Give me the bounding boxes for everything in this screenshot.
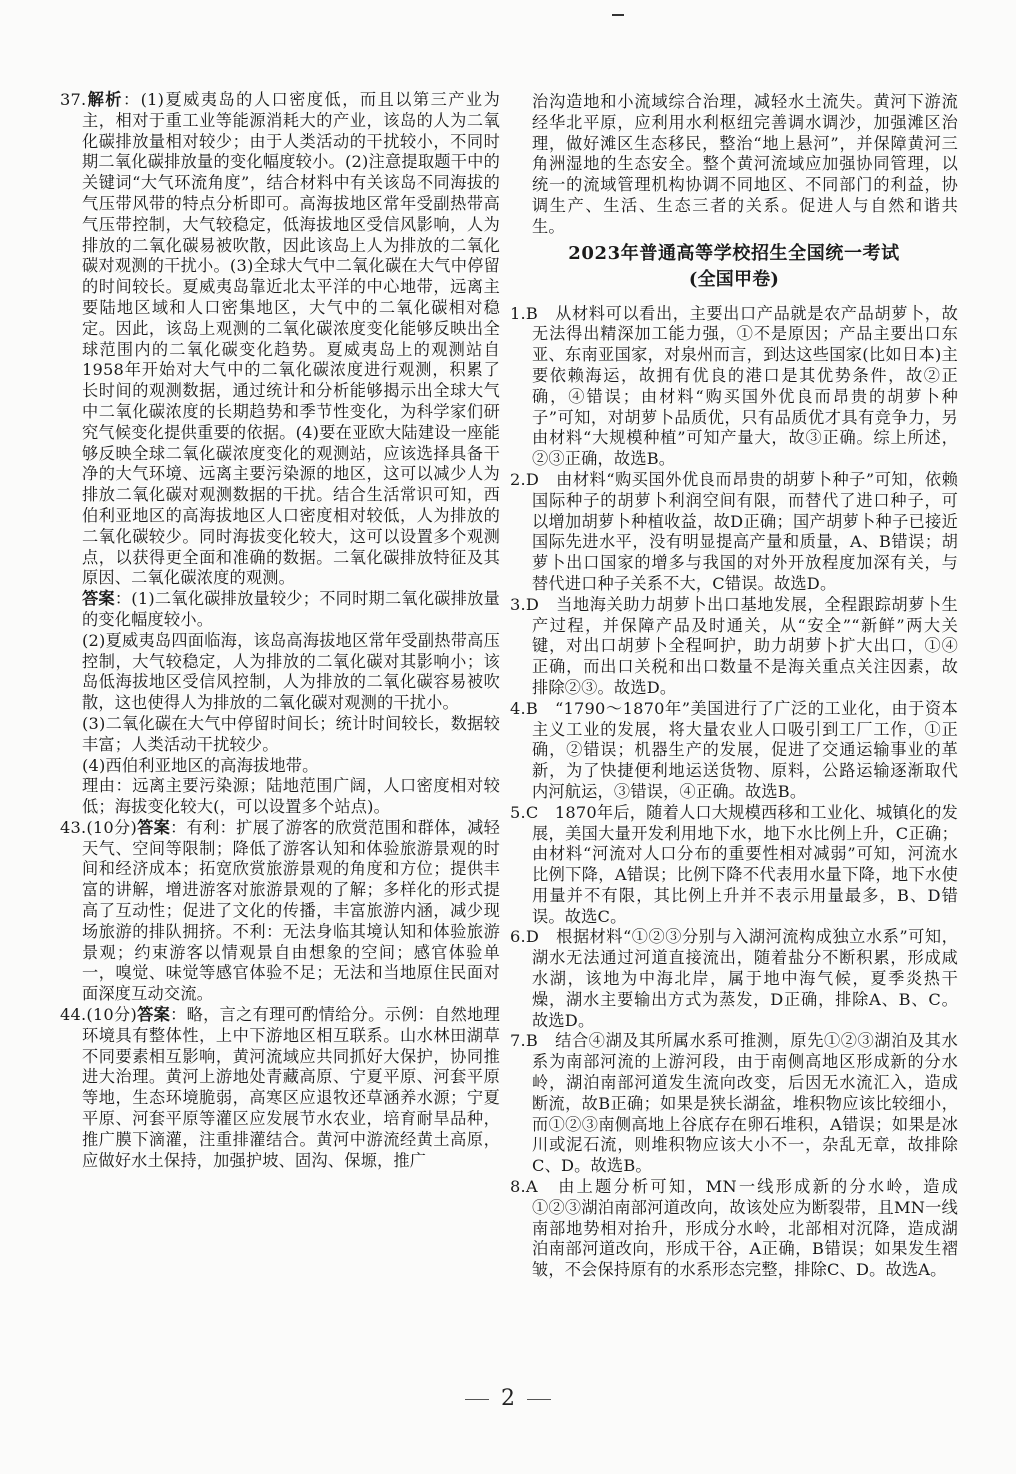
item-text: 当地海关助力胡萝卜出口基地发展，全程跟踪胡萝卜生产过程，并保障产品及时通关，从“安全”“新鲜”两大关键，对出口胡萝卜全程呵护，助力胡萝卜扩大出口，①④正确，而出口关税和出口数量不是海关重点关注因素，故排除②③。故选D。 (532, 594, 958, 697)
q44-answer-label: 答案 (137, 1005, 171, 1025)
item-label: 6.D (510, 927, 540, 947)
q44-text: ：略，言之有理可酌情给分。示例：自然地理环境具有整体性，上中下游地区相互联系。山水林田湖草不同要素相互影响，黄河流域应共同抓好大保护，协同推进大治理。黄河上游地处青藏高原、宁夏平原、河套平原等地，生态环境脆弱，高寒区应退牧还草涵养水源；宁夏平原、河套平原等灌区应发展节水农业，培育耐旱品种，推广膜下滴灌，注重排灌结合。黄河中游流经黄土高原，应做好水土保持，加强护坡、固沟、保塬，推广 (82, 1005, 501, 1170)
answer-label: 答案 (82, 589, 115, 609)
exam-title: 2023年普通高等学校招生全国统一考试 (568, 242, 900, 264)
q44-continuation: 治沟造地和小流域综合治理，减轻水土流失。黄河下游流经华北平原，应利用水利枢纽完善调水调沙，加强滩区治理，做好滩区生态移民，整治“地上悬河”，并保障黄河三角洲湿地的生态安全。整个黄河流域应加强协同管理，以统一的流域管理机构协调不同地区、不同部门的利益，协调生产、生活、生态三者的关系。促进人与自然和谐共生。 (532, 92, 958, 236)
item-label: 8.A (510, 1177, 538, 1197)
list-item (510, 1031, 958, 1177)
q43-label: 43. (60, 817, 87, 837)
q44-score: (10分) (86, 1005, 137, 1025)
q37-analysis (60, 90, 500, 589)
item-text: 根据材料“①②③分别与入湖河流构成独立水系”可知，湖水无法通过河道直接流出，随着盐分不断积累，形成咸水湖，该地为中海北岸，属于地中海气候，夏季炎热干燥，湖水主要输出方式为蒸发，D正确，排除A、B、C。故选D。 (532, 927, 958, 1030)
page-number-dash-left (465, 1399, 489, 1400)
item-label: 7.B (510, 1031, 538, 1051)
q43-score: (10分) (86, 817, 137, 837)
item-text: 由上题分析可知，MN一线形成新的分水岭，造成①②③湖泊南部河道改向，故该处应为断裂带，且MN一线南部地势相对抬升，形成分水岭，北部相对沉降，造成湖泊南部河道改向，形成干谷，A正确，B错误；如果发生褶皱，不会保持原有的水系形态完整，排除C、D。故选A。 (532, 1177, 959, 1280)
q37-answer-4: (4)西伯利亚地区的高海拔地带。 (82, 755, 319, 775)
q37-answer-3: (3)二氧化碳在大气中停留时间长；统计时间较长，数据较丰富；人类活动干扰较少。 (82, 713, 500, 754)
left-column (60, 90, 500, 1171)
item-label: 4.B (510, 698, 538, 718)
q37-answer-reason: 理由：远离主要污染源；陆地范围广阔，人口密度相对较低；海拔变化较大(，可以设置多个站点)。 (82, 776, 500, 817)
q43-answer-label: 答案 (137, 817, 171, 837)
list-item (510, 1177, 958, 1281)
list-item (510, 699, 958, 803)
item-label: 5.C (510, 802, 539, 822)
q37-answer-2: (2)夏威夷岛四面临海，该岛高海拔地区常年受副热带高压控制，大气较稳定，人为排放的二氧化碳对其影响小；该岛低海拔地区受信风控制，人为排放的二氧化碳容易被吹散，这也使得人为排放的二氧化碳对观测的干扰小。 (82, 630, 500, 713)
item-text: 从材料可以看出，主要出口产品就是农产品胡萝卜，故无法得出精深加工能力强，①不是原因；产品主要出口东亚、东南亚国家，对泉州而言，到达这些国家(比如日本)主要依赖海运，故拥有优良的港口是其优势条件，故②正确，④错误；由材料“购买国外优良而昂贵的胡萝卜种子”可知，对胡萝卜品质优，只有品质优才具有竞争力，另由材料“大规模种植”可知产量大，故③正确。综上所述，②③正确，故选B。 (532, 303, 958, 469)
item-text: 结合④湖及其所属水系可推测，原先①②③湖泊及其水系为南部河流的上游河段，由于南侧高地区形成新的分水岭，湖泊南部河道发生流向改变，后因无水流汇入，造成断流，故B正确；如果是狭长湖盆，堆积物应该比较细小，而①②③南侧高地上谷底存在卵石堆积，A错误；如果是冰川或泥石流，则堆积物应该大小不一，杂乱无章，故排除C、D。故选B。 (532, 1031, 958, 1176)
q43-text: ：有利：扩展了游客的欣赏范围和群体，减轻天气、空间等限制；降低了游客认知和体验旅游景观的时间和经济成本；拓宽欣赏旅游景观的角度和方位；提供丰富的讲解，增进游客对旅游景观的了解；多样化的形式提高了互动性；促进了文化的传播，丰富旅游内涵，减少现场旅游的排队拥挤。不利：无法身临其境认知和体验旅游景观；约束游客以情观景自由想象的空间；感官体验单一，嗅觉、味觉等感官体验不足；无法和当地原住民面对面深度互动交流。 (82, 817, 501, 1004)
list-item (510, 595, 958, 699)
q37-label: 37. (60, 90, 87, 109)
page-number-value: 2 (501, 1386, 515, 1411)
answer-1-text: ：(1)二氧化碳排放量较少；不同时期二氧化碳排放量的变化幅度较小。 (82, 589, 500, 629)
item-label: 3.D (510, 594, 540, 614)
list-item (510, 927, 958, 1031)
exam-subtitle: (全国甲卷) (688, 268, 780, 290)
q44-label: 44. (60, 1005, 87, 1025)
top-mark (612, 14, 624, 16)
list-item (510, 803, 958, 928)
item-label: 2.D (510, 469, 540, 489)
page-number (0, 1386, 1016, 1411)
q37-answer-1 (60, 589, 500, 631)
q44-answer (60, 1005, 500, 1171)
q37-title: 解析 (86, 90, 123, 109)
page-number-dash-right (527, 1399, 551, 1400)
item-text: 1870年后，随着人口大规模西移和工业化、城镇化的发展，美国大量开发利用地下水，地下水比例上升，C正确；由材料“河流对人口分布的重要性相对减弱”可知，河流水比例下降，A错误；比例下降不代表用水量下降，地下水使用量并不有限，其比例上升并不表示用量最多，B、D错误。故选C。 (532, 802, 958, 926)
item-text: “1790～1870年”美国进行了广泛的工业化，由于资本主义工业的发展，将大量农业人口吸引到工厂工作，①正确，②错误；机器生产的发展，促进了交通运输事业的革新，为了快捷便利地运送货物、原料，公路运输逐渐取代内河航运，③错误，④正确。故选B。 (532, 698, 958, 801)
right-column (510, 92, 958, 1281)
q43-answer (60, 818, 500, 1005)
list-item (510, 304, 958, 470)
list-item (510, 470, 958, 595)
item-label: 1.B (510, 303, 538, 323)
item-text: 由材料“购买国外优良而昂贵的胡萝卜种子”可知，依赖国际种子的胡萝卜利润空间有限，而替代了进口种子，可以增加胡萝卜种植收益，故D正确；国产胡萝卜种子已接近国际先进水平，没有明显提高产量和质量，A、B错误；胡萝卜出口国家的增多与我国的对外开放程度加深有关，与替代进口种子关系不大，C错误。故选D。 (532, 469, 958, 593)
q37-analysis-text: ：(1)夏威夷岛的人口密度低，而且以第三产业为主，相对于重工业等能源消耗大的产业，该岛的人为二氧化碳排放量相对较少；由于人类活动的干扰较小，不同时期二氧化碳排放量的变化幅度较小。(2)注意提取题干中的关键词“大气环流角度”，结合材料中有关该岛不同海拔的气压带风带的特点分析即可。高海拔地区常年受副热带高气压带控制，大气较稳定，低海拔地区受信风影响，人为排放的二氧化碳易被吹散，因此该岛上人为排放的二氧化碳对观测的干扰小。(3)全球大气中二氧化碳在大气中停留的时间较长。夏威夷岛靠近北太平洋的中心地带，远离主要陆地区域和人口密集地区，大气中的二氧化碳相对稳定。因此，该岛上观测的二氧化碳浓度变化能够反映出全球范围内的二氧化碳变化趋势。夏威夷岛上的观测站自1958年开始对大气中的二氧化碳浓度进行观测，积累了长时间的观测数据，通过统计和分析能够揭示出全球大气中二氧化碳浓度的长期趋势和季节性变化，为科学家们研究气候变化提供重要的依据。(4)要在亚欧大陆建设一座能够反映全球二氧化碳浓度变化的观测站，应该选择具备干净的大气环境、远离主要污染源的地区，这可以减少人为排放二氧化碳对观测数据的干扰。结合生活常识可知，西伯利亚地区的高海拔地区人口密度相对较低，人为排放的二氧化碳较少。同时海拔变化较大，这可以设置多个观测点，以获得更全面和准确的数据。二氧化碳排放特征及其原因、二氧化碳浓度的观测。 (82, 90, 500, 588)
